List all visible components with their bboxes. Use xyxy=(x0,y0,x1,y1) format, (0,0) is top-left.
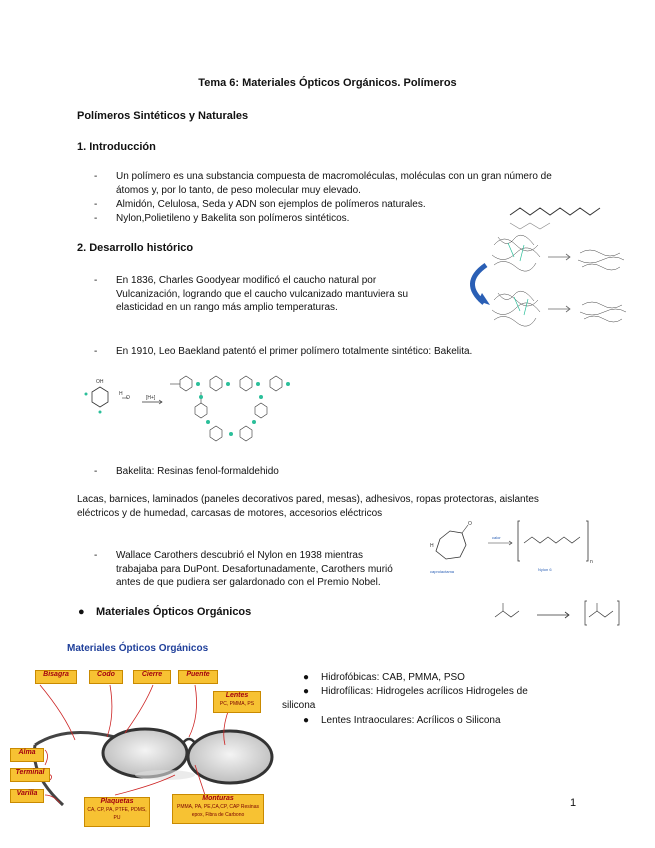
bullet-dot: ● xyxy=(303,715,310,726)
section3-heading-text: Materiales Ópticos Orgánicos xyxy=(96,606,252,618)
caprolactam-label: caprolactama xyxy=(430,569,455,574)
bridge xyxy=(183,739,195,743)
label-terminal: Terminal xyxy=(10,768,50,782)
oh-label: OH xyxy=(96,379,104,385)
acid-label: [H+] xyxy=(146,395,156,401)
bullet-dash: - xyxy=(94,346,98,357)
label-varilla: Varilla xyxy=(10,789,44,803)
h-label: H xyxy=(430,543,434,549)
label-lentes xyxy=(213,691,261,713)
bullet-dash: - xyxy=(94,199,98,210)
section3-bullet-1 xyxy=(303,671,581,685)
bullet-text: Lentes Intraoculares: Acrílicos o Silicona xyxy=(321,715,501,726)
bakelita-bullet xyxy=(94,465,416,479)
label-lentes-sub: PC, PMMA, PS xyxy=(219,701,255,707)
caprolactam-ring xyxy=(436,531,466,559)
page-number: 1 xyxy=(570,797,577,809)
section1-bullet-1 xyxy=(94,170,576,197)
label-monturas-sub: PMMA, PA, PE,CA,CP, CAP Resinas epox, Fibra de Carbono xyxy=(177,804,259,818)
label-plaquetas xyxy=(84,797,150,827)
label-plaquetas-sub: CA, CP, PA, PTFE, PDMS, PU xyxy=(87,807,147,821)
bullet-text: Hidrofóbicas: CAB, PMMA, PSO xyxy=(321,672,465,683)
temple-arm xyxy=(35,733,115,746)
carothers-bullet xyxy=(94,549,406,590)
bullet-dash: - xyxy=(94,171,98,182)
bullet-text: Almidón, Celulosa, Seda y ADN son ejemplos de polímeros naturales. xyxy=(116,199,426,210)
bullet-dot: ● xyxy=(303,672,310,683)
bullet-text: Un polímero es una substancia compuesta de macromoléculas, moléculas con un gran número de átomos y, por lo tanto, de peso molecular muy elevado. xyxy=(116,171,552,196)
o-label: O xyxy=(126,395,130,401)
bullet-text: Nylon,Polietileno y Bakelita son polímeros sintéticos. xyxy=(116,213,350,224)
phenol-ring xyxy=(92,387,108,407)
glasses-figure-title: Materiales Ópticos Orgánicos xyxy=(67,643,209,654)
page-title: Tema 6: Materiales Ópticos Orgánicos. Polímeros xyxy=(198,77,457,89)
label-codo: Codo xyxy=(89,670,123,684)
section1-heading: 1. Introducción xyxy=(77,141,156,153)
label-cierre: Cierre xyxy=(133,670,171,684)
bullet-text: Hidrofílicas: Hidrogeles acrílicos Hidrogeles de silicona xyxy=(282,686,528,711)
section3-bullet-3 xyxy=(303,714,581,728)
goodyear-bullet xyxy=(94,274,441,315)
bullet-dash: - xyxy=(94,213,98,224)
h-label: H xyxy=(119,391,123,397)
bullet-dash: - xyxy=(94,466,98,477)
label-monturas xyxy=(172,794,264,824)
bullet-dash: - xyxy=(94,275,98,286)
label-alma: Alma xyxy=(10,748,44,762)
section2-heading: 2. Desarrollo histórico xyxy=(77,242,194,254)
bullet-text: En 1836, Charles Goodyear modificó el caucho natural por Vulcanización, logrando que el caucho vulcanizado mantuviera su elasticidad en un rango más amplio temperaturas. xyxy=(116,275,409,313)
heat-label: calor xyxy=(492,535,501,540)
o-label: O xyxy=(468,521,472,527)
bullet-text: Wallace Carothers descubrió el Nylon en 1938 mientras trabajaba para DuPont. Desafortunadamente, Carothers murió antes de que pudiera ser galardonado con el Premio Nobel. xyxy=(116,550,393,588)
left-lens xyxy=(103,729,187,777)
vulcanization-diagram xyxy=(458,205,638,335)
bakelite-reaction-diagram xyxy=(80,362,310,457)
label-puente: Puente xyxy=(178,670,218,684)
uses-paragraph: Lacas, barnices, laminados (paneles decorativos pared, mesas), adhesivos, ropas protectoras, aislantes eléctricos y de humedad, carcasas de motores, accesorios eléctricos xyxy=(77,494,539,519)
polymerization-diagram xyxy=(485,595,635,630)
right-lens xyxy=(188,731,272,783)
label-plaquetas-title: Plaquetas xyxy=(100,798,134,805)
bullet-dot: ● xyxy=(78,606,85,618)
baekland-bullet xyxy=(94,345,546,359)
label-lentes-title: Lentes xyxy=(225,692,249,699)
nylon6-label: Nylon 6 xyxy=(538,567,552,572)
subtitle: Polímeros Sintéticos y Naturales xyxy=(77,110,249,122)
section3-heading xyxy=(78,606,252,618)
n-label: n xyxy=(590,559,593,565)
bullet-dash: - xyxy=(94,550,98,561)
section3-bullet-2 xyxy=(282,685,552,712)
bullet-text: Bakelita: Resinas fenol-formaldehido xyxy=(116,466,279,477)
label-monturas-title: Monturas xyxy=(202,795,234,802)
section1-bullet-3 xyxy=(94,212,456,226)
label-bisagra: Bisagra xyxy=(35,670,77,684)
nylon-reaction-diagram xyxy=(420,517,600,577)
bullet-dot: ● xyxy=(303,686,310,697)
bullet-text: En 1910, Leo Baekland patentó el primer polímero totalmente sintético: Bakelita. xyxy=(116,346,473,357)
